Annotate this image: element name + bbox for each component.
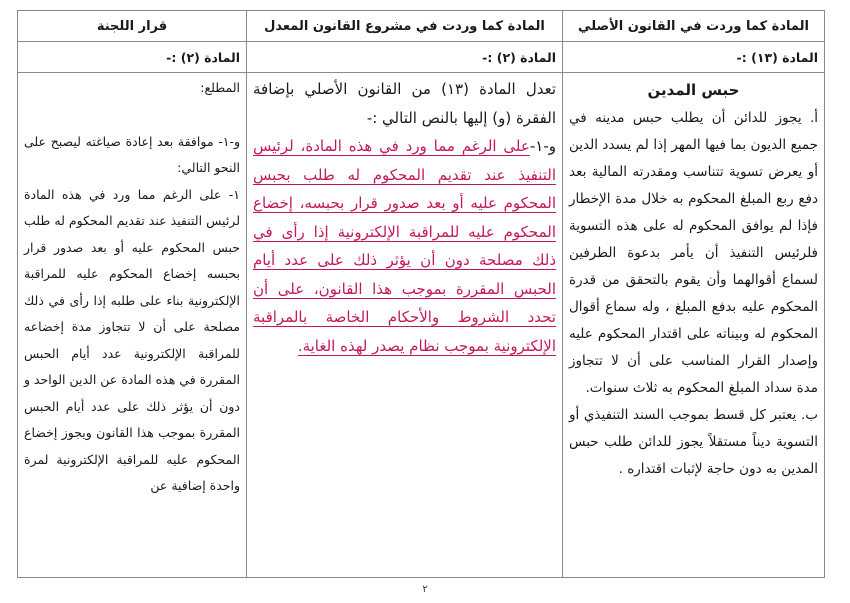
amended-intro: تعدل المادة (١٣) من القانون الأصلي بإضافة الفقرة (و) إليها بالنص التالي :- (253, 80, 557, 127)
original-title: حبس المدين (647, 81, 740, 99)
article-row (18, 42, 825, 73)
comparison-table (17, 10, 825, 578)
article-committee: المادة (٢) :- (18, 42, 247, 73)
amended-clause-text: على الرغم مما ورد في هذه المادة، لرئيس التنفيذ عند تقديم المحكوم له طلب بحبس المحكوم عليه أو بعد صدور قرار بحبسه، إخضاع المحكوم عليه للمراقبة الإلكترونية إذا رأى في ذلك مصلحة دون أن يؤثر ذلك على عدد أيام الحبس المقررة بموجب هذا القانون، على أن تحدد الشروط والأحكام الخاصة بالمراقبة الإلكترونية بموجب نظام يصدر لهذه الغاية. (253, 137, 556, 355)
original-law-cell (563, 73, 825, 578)
header-committee-decision: قرار اللجنة (18, 11, 247, 42)
committee-decision-cell (18, 73, 247, 578)
header-original-law: المادة كما وردت في القانون الأصلي (563, 11, 825, 42)
original-para-b: ب. يعتبر كل قسط بموجب السند التنفيذي أو التسوية ديناً مستقلاً يجوز للدائن طلب حبس المدين به دون حاجة لإثبات اقتداره . (569, 407, 818, 477)
page-number: ٢ (422, 584, 428, 595)
committee-decision: و-١- موافقة بعد إعادة صياغته ليصبح على النحو التالي: (24, 133, 240, 175)
body-row (18, 73, 825, 578)
amended-draft-cell (247, 73, 563, 578)
committee-preamble: المطلع: (200, 80, 240, 95)
amended-clause-prefix: و-١- (529, 137, 556, 155)
header-row (18, 11, 825, 42)
spacer (24, 102, 240, 129)
amended-clause (253, 132, 556, 360)
article-original: المادة (١٣) :- (563, 42, 825, 73)
article-amended: المادة (٢) :- (247, 42, 563, 73)
original-para-a: أ. يجوز للدائن أن يطلب حبس مدينه في جميع الديون بما فيها المهر إذا لم يسدد الدين أو يعرض تسوية تتناسب ومقدرته المالية بعد دفع ربع المبلغ المحكوم به خلال مدة الإخطار فإذا لم يوافق المحكوم له على هذه التسوية فلرئيس التنفيذ أن يأمر بدعوة الطرفين لسماع أقوالهما وأن يقوم بالتحقق من قدرة المحكوم عليه بدفع المبلغ ، وله سماع أقوال المحكوم له وبيناته على اقتدار المحكوم عليه وإصدار القرار المناسب على أن لا تتجاوز مدة سداد المبلغ المحكوم به ثلاث سنوات. (569, 110, 818, 396)
header-amended-draft: المادة كما وردت في مشروع القانون المعدل (247, 11, 563, 42)
committee-text: ١- على الرغم مما ورد في هذه المادة لرئيس التنفيذ عند تقديم المحكوم له طلب حبس المحكوم عليه أو بعد صدور قرار بحبسه إخضاع المحكوم عليه للمراقبة الإلكترونية بناء على طلبه إذا رأى في ذلك مصلحة على أن لا تتجاوز مدة إخضاعه للمراقبة الإلكترونية عدد أيام الحبس المقررة في هذه المادة عن الدين الواحد و دون أن يؤثر ذلك على عدد أيام الحبس المقررة بموجب هذا القانون ويجوز إخضاع المحكوم عليه للمراقبة الإلكترونية لمرة واحدة إضافية عن (23, 186, 240, 493)
